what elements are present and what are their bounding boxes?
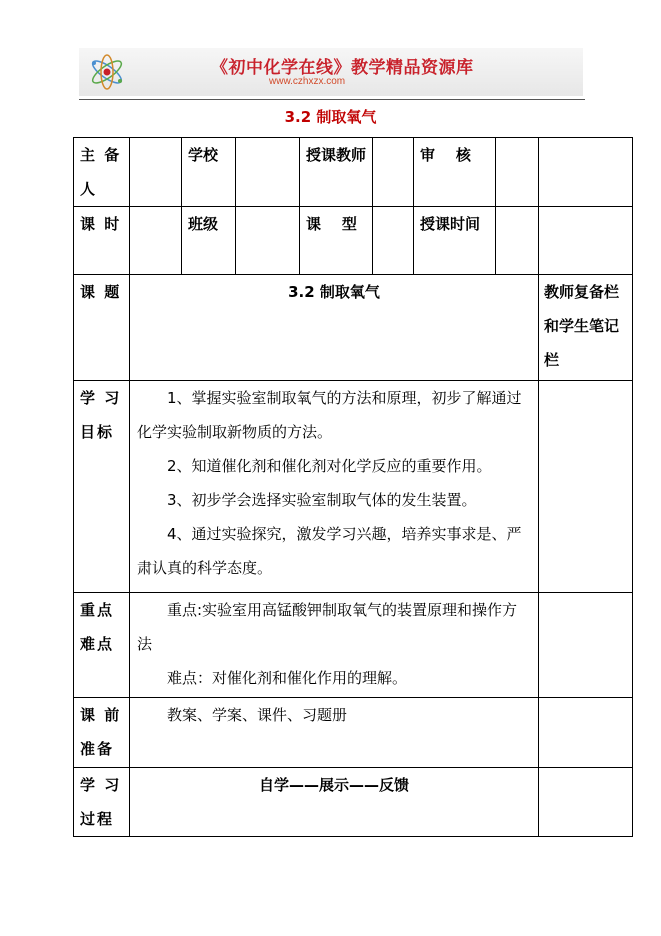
cell-notes-objectives[interactable] <box>539 381 633 593</box>
row-preparer <box>74 138 633 207</box>
cell-review-value[interactable] <box>496 138 539 207</box>
key-points-content <box>130 593 539 698</box>
lesson-plan-table <box>73 137 633 837</box>
cell-time-value[interactable] <box>496 207 539 275</box>
cell-notes-preparation[interactable] <box>539 698 633 768</box>
cell-teacher-value[interactable] <box>373 138 414 207</box>
label-process: 学 习 过程 <box>74 768 130 837</box>
cell-preparer-value[interactable] <box>130 138 182 207</box>
label-teacher: 授课教师 <box>300 138 373 207</box>
difficult-point-text: 难点：对催化剂和催化作用的理解。 <box>167 669 408 687</box>
key-point-text: 重点:实验室用高锰酸钾制取氧气的装置原理和操作方法 <box>137 601 518 653</box>
preparation-content <box>130 698 539 768</box>
cell-notes-row2[interactable] <box>539 207 633 275</box>
objective-item: 3、初步学会选择实验室制取气体的发生装置。 <box>167 491 477 509</box>
label-period: 课 时 <box>74 207 130 275</box>
label-review: 审 核 <box>414 138 496 207</box>
row-preparation <box>74 698 633 768</box>
objectives-content <box>130 381 539 593</box>
label-key-points: 重点 难点 <box>74 593 130 698</box>
objective-item: 4、通过实验探究，激发学习兴趣，培养实事求是、严肃认真的科学态度。 <box>137 525 522 577</box>
label-school: 学校 <box>182 138 236 207</box>
notes-column-header: 教师复备栏和学生笔记栏 <box>539 275 633 381</box>
cell-type-value[interactable] <box>373 207 414 275</box>
process-content: 自学——展示——反馈 <box>130 768 539 837</box>
banner-url[interactable]: www.czhxzx.com <box>269 76 346 87</box>
row-topic <box>74 275 633 381</box>
row-process <box>74 768 633 837</box>
label-class: 班级 <box>182 207 236 275</box>
preparation-text: 教案、学案、课件、习题册 <box>167 706 348 724</box>
row-objectives <box>74 381 633 593</box>
label-preparer: 主 备 人 <box>74 138 130 207</box>
cell-school-value[interactable] <box>236 138 300 207</box>
objective-item: 2、知道催化剂和催化剂对化学反应的重要作用。 <box>167 457 492 475</box>
objective-item: 1、掌握实验室制取氧气的方法和原理，初步了解通过化学实验制取新物质的方法。 <box>137 389 522 441</box>
cell-notes-row1[interactable] <box>539 138 633 207</box>
cell-class-value[interactable] <box>236 207 300 275</box>
label-objectives: 学 习 目标 <box>74 381 130 593</box>
cell-notes-process[interactable] <box>539 768 633 837</box>
label-time: 授课时间 <box>414 207 496 275</box>
header-banner <box>79 48 583 96</box>
label-topic: 课 题 <box>74 275 130 381</box>
header-divider <box>79 99 585 100</box>
document-title: 3.2 制取氧气 <box>284 108 377 126</box>
label-preparation: 课 前 准备 <box>74 698 130 768</box>
label-type: 课 型 <box>300 207 373 275</box>
cell-period-value[interactable] <box>130 207 182 275</box>
banner-title: 《初中化学在线》教学精品资源库 <box>211 58 474 78</box>
topic-value: 3.2 制取氧气 <box>130 275 539 381</box>
row-key-points <box>74 593 633 698</box>
atom-molecule-icon <box>85 52 129 92</box>
row-period <box>74 207 633 275</box>
cell-notes-key-points[interactable] <box>539 593 633 698</box>
